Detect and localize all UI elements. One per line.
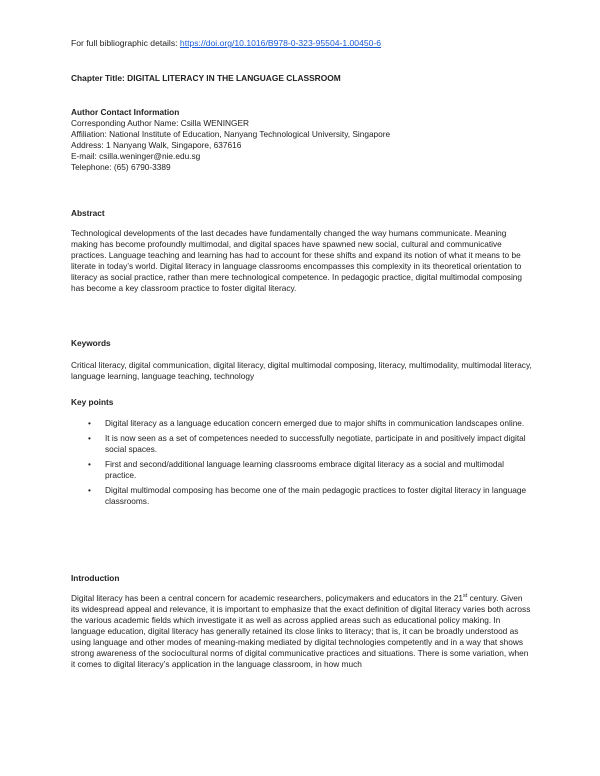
list-item (71, 485, 531, 507)
contact-affiliation: Affiliation: National Institute of Education, Nanyang Technological University, Singapore (71, 129, 391, 139)
key-point-text: Digital multimodal composing has become one of the main pedagogic practices to foster digital literacy in language classrooms. (105, 485, 527, 506)
bibliographic-label: For full bibliographic details: (71, 38, 180, 48)
abstract-text: Technological developments of the last decades have fundamentally changed the way humans communicate. Meaning making has become profoundly multimodal, and digital spaces have spawned new social, cultural and communicative practices. Language teaching and learning has had to account for these shifts and expand its notion of what it means to be literate in today’s world. Digital literacy in language classrooms encompasses this complexity in its theoretical orientation to literacy as social practice, rather than mere technological competence. In pedagogic practice, digital multimodal composing has become a key classroom practice to foster digital literacy. (71, 228, 523, 293)
bullet-icon: • (88, 418, 91, 428)
introduction-heading: Introduction (71, 573, 120, 583)
bibliographic-details (71, 38, 381, 49)
key-points-heading: Key points (71, 397, 114, 407)
contact-email: E-mail: csilla.weninger@nie.edu.sg (71, 151, 201, 161)
key-points-list (71, 418, 531, 511)
bullet-icon: • (88, 459, 91, 469)
key-point-text: Digital literacy as a language education concern emerged due to major shifts in communication landscapes online. (105, 418, 525, 428)
author-contact-block (71, 107, 541, 173)
list-item (71, 459, 531, 481)
introduction-text (71, 593, 533, 670)
ordinal-suffix: st (463, 593, 468, 600)
introduction-text-rest: century. Given its widespread appeal and relevance, it is important to emphasize that the exact definition of digital literacy varies both across the various academic fields which investigate it as well as across applied areas such as educational policy making. In language education, digital literacy has generally retained its close links to literacy; that is, it can be broadly understood as using language and other modes of meaning-making mediated by digital technologies competently and in a way that shows strong awareness of the sociocultural norms of digital communicative practices and situations. There is some variation, when it comes to digital literacy’s application in the language classroom, in how much (71, 593, 531, 669)
list-item (71, 433, 531, 455)
key-point-text: First and second/additional language learning classrooms embrace digital literacy as a social and multimodal practice. (105, 459, 504, 480)
contact-heading: Author Contact Information (71, 107, 180, 117)
keywords-text: Critical literacy, digital communication, digital literacy, digital multimodal composing, literacy, multimodality, multimodal literacy, language learning, language teaching, technology (71, 360, 532, 381)
list-item (71, 418, 531, 429)
introduction-text-start: Digital literacy has been a central concern for academic researchers, policymakers and educators in the 21 (71, 593, 463, 603)
key-point-text: It is now seen as a set of competences needed to successfully negotiate, participate in and positively impact digital social spaces. (105, 433, 526, 454)
contact-telephone: Telephone: (65) 6790-3389 (71, 162, 171, 172)
bullet-icon: • (88, 433, 91, 443)
chapter-title: Chapter Title: DIGITAL LITERACY IN THE LANGUAGE CLASSROOM (71, 73, 341, 83)
contact-address: Address: 1 Nanyang Walk, Singapore, 637616 (71, 140, 242, 150)
bullet-icon: • (88, 485, 91, 495)
contact-author-name: Corresponding Author Name: Csilla WENINGER (71, 118, 249, 128)
doi-link[interactable]: https://doi.org/10.1016/B978-0-323-95504-1.00450-6 (179, 38, 382, 48)
keywords-heading: Keywords (71, 338, 111, 348)
abstract-heading: Abstract (71, 208, 105, 218)
